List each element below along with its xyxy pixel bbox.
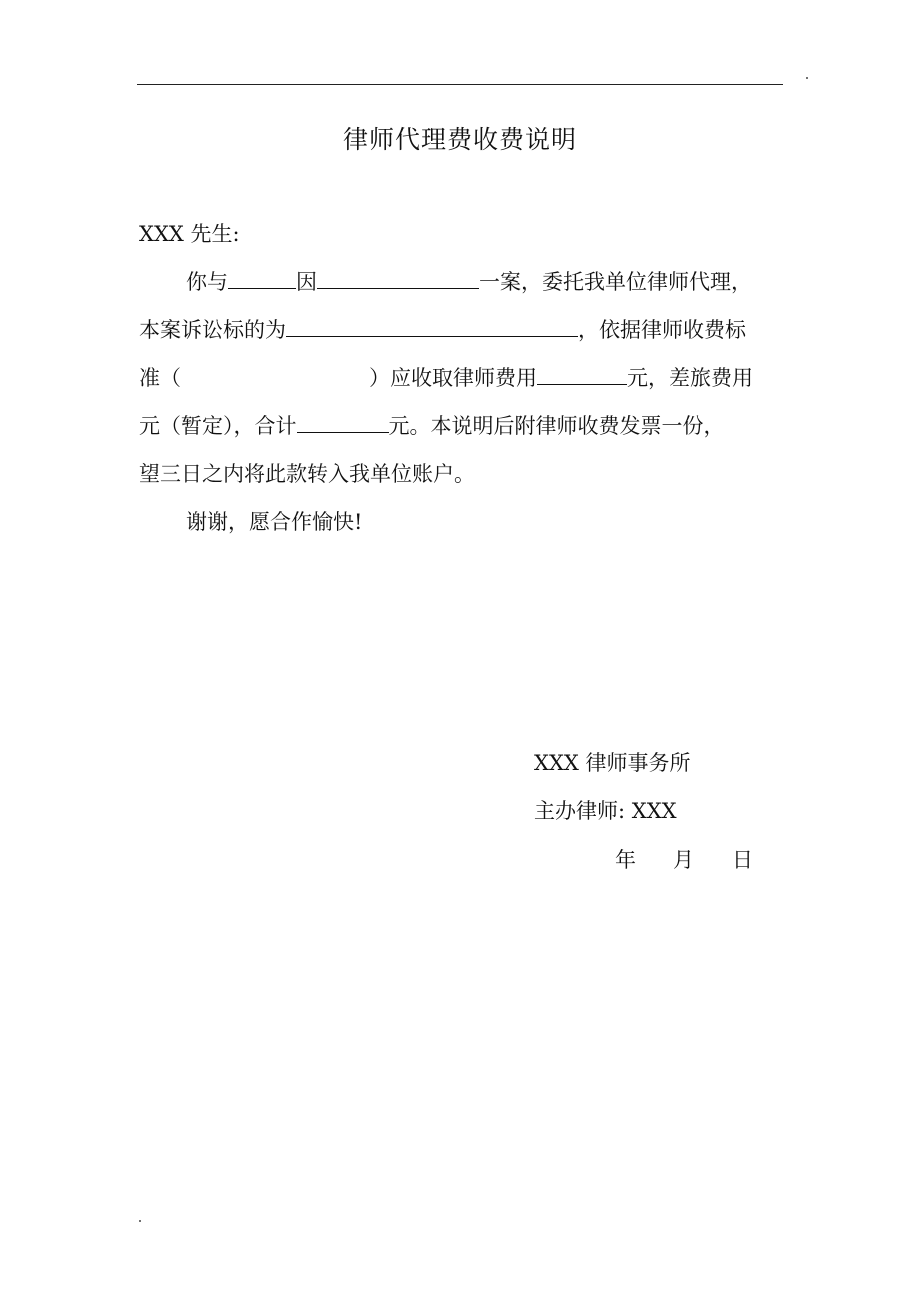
body-text: 你与 — [186, 270, 228, 294]
footer-dot — [139, 1220, 141, 1222]
body-text: 本案诉讼标的为 — [139, 318, 286, 342]
date-year: 年 — [615, 848, 636, 872]
body-text: 元（暂定），合计 — [139, 414, 297, 438]
blank-lawyer-fee[interactable] — [537, 364, 627, 385]
body-line-2 — [139, 316, 784, 344]
body-text: 元，差旅费用 — [627, 366, 753, 390]
body-text: 元。本说明后附律师收费发票一份， — [388, 414, 725, 438]
body-text: 一案，委托我单位律师代理， — [479, 270, 752, 294]
salutation: XXX 先生: — [139, 222, 240, 246]
header-dot — [806, 77, 808, 79]
body-line-4 — [139, 412, 784, 440]
closing: 谢谢，愿合作愉快! — [186, 510, 363, 534]
header-rule — [137, 84, 783, 85]
lead-lawyer: 主办律师: XXX — [534, 799, 677, 823]
firm-name: XXX 律师事务所 — [534, 751, 691, 775]
body-text: 准（ — [139, 366, 181, 390]
date-month: 月 — [673, 848, 694, 872]
document-title: 律师代理费收费说明 — [342, 125, 577, 154]
blank-party[interactable] — [228, 268, 296, 289]
body-line-3 — [139, 364, 784, 392]
blank-total[interactable] — [297, 412, 389, 433]
blank-cause[interactable] — [317, 268, 479, 289]
body-text: ，依据律师收费标 — [578, 318, 746, 342]
body-text: ）应收取律师费用 — [369, 366, 537, 390]
body-line-1 — [139, 268, 831, 296]
date-day: 日 — [732, 848, 753, 872]
body-line-5: 望三日之内将此款转入我单位账户。 — [139, 462, 475, 486]
body-text: 因 — [296, 270, 317, 294]
blank-subject-amount[interactable] — [286, 316, 578, 337]
